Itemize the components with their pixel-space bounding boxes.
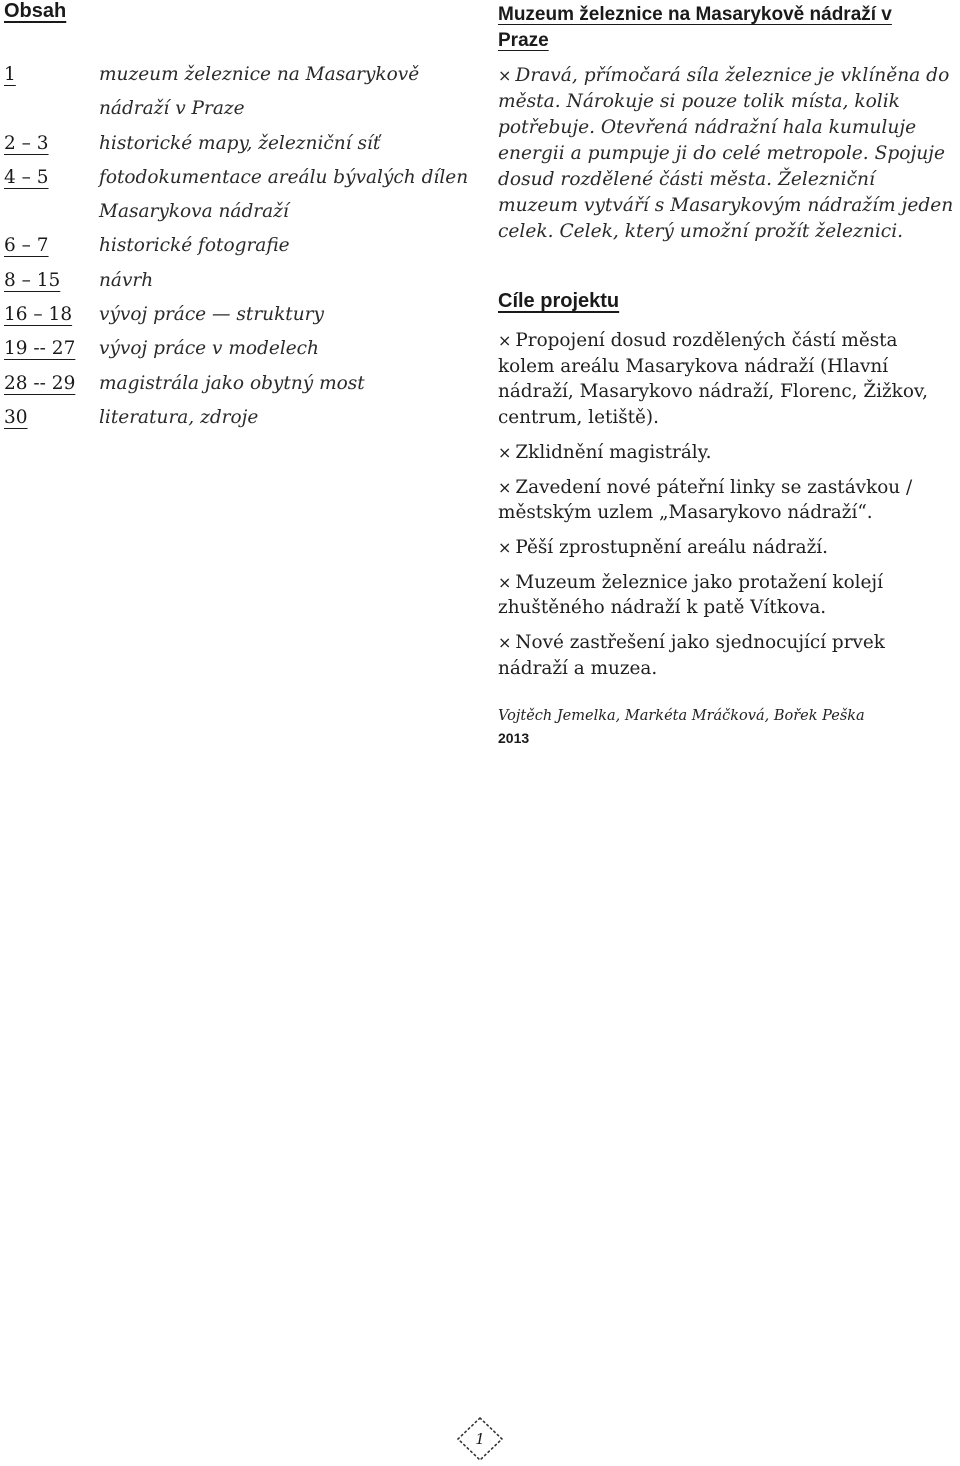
- goal-text: Pěší zprostupnění areálu nádraží.: [515, 536, 829, 558]
- toc-entry[interactable]: [4, 161, 474, 230]
- cross-bullet-icon: ×: [498, 633, 512, 653]
- goal-item: [498, 440, 958, 466]
- toc-entry-label: návrh: [99, 269, 154, 291]
- toc-page-number: 16 – 18: [4, 304, 73, 326]
- cross-bullet-icon: ×: [498, 442, 512, 462]
- goal-text: Muzeum železnice jako protažení kolejí zhuštěného nádraží k patě Vítkova.: [498, 571, 883, 619]
- toc-entry[interactable]: [4, 332, 474, 366]
- goal-item: [498, 475, 958, 526]
- toc-page-number: 1: [4, 64, 16, 85]
- toc-page-number: 30: [4, 406, 28, 428]
- toc-page-number: 4 – 5: [4, 166, 49, 188]
- article-title: Muzeum železnice na Masarykově nádraží v Praze: [498, 4, 892, 51]
- goal-item: [498, 535, 958, 561]
- toc-entry-label: muzeum železnice na Masarykově nádraží v Praze: [99, 64, 420, 120]
- goals-title: Cíle projektu: [498, 290, 620, 312]
- toc-entry[interactable]: [4, 264, 474, 298]
- toc-entry-label: vývoj práce — struktury: [99, 304, 324, 326]
- goal-item: [498, 630, 958, 681]
- page-number-badge: [456, 1416, 504, 1462]
- toc-entry-label: vývoj práce v modelech: [99, 338, 319, 360]
- goal-text: Nové zastřešení jako sjednocující prvek nádraží a muzea.: [498, 632, 885, 679]
- goal-item: [498, 570, 958, 621]
- toc-entry[interactable]: [4, 229, 474, 263]
- goal-text: Zklidnění magistrály.: [515, 441, 712, 463]
- toc-entry[interactable]: [4, 127, 474, 161]
- toc-list: [4, 58, 474, 435]
- toc-page-number: 8 – 15: [4, 269, 61, 291]
- toc-page-number: 19 -- 27: [4, 338, 76, 360]
- toc-entry-label: historické mapy, železniční síť: [99, 132, 381, 154]
- toc-entry-label: historické fotografie: [99, 235, 290, 257]
- authors: Vojtěch Jemelka, Markéta Mráčková, Bořek Peška: [498, 708, 865, 724]
- toc-page-number: 6 – 7: [4, 235, 49, 257]
- cross-bullet-icon: ×: [498, 477, 512, 497]
- toc-entry-label: magistrála jako obytný most: [99, 372, 365, 394]
- article-intro: [498, 63, 958, 245]
- toc-title: Obsah: [4, 0, 67, 22]
- goal-text: Propojení dosud rozdělených částí města kolem areálu Masarykova nádraží (Hlavní nádraží, Masarykovo nádraží, Florenc, Žižkov, centrum, letiště).: [498, 330, 928, 429]
- toc-entry[interactable]: [4, 58, 474, 127]
- goals-list: [498, 328, 958, 690]
- toc-page-number: 28 -- 29: [4, 372, 76, 394]
- cross-bullet-icon: ×: [498, 537, 512, 557]
- cross-bullet-icon: ×: [498, 66, 512, 85]
- toc-entry[interactable]: [4, 401, 474, 435]
- toc-entry-label: fotodokumentace areálu bývalých dílen Masarykova nádraží: [99, 166, 469, 223]
- toc-entry[interactable]: [4, 298, 474, 332]
- goal-item: [498, 328, 958, 431]
- cross-bullet-icon: ×: [498, 331, 512, 350]
- goal-text: Zavedení nové páteřní linky se zastávkou / městským uzlem „Masarykovo nádraží“.: [498, 476, 913, 524]
- cross-bullet-icon: ×: [498, 572, 512, 592]
- toc-entry-label: literatura, zdroje: [99, 406, 259, 428]
- year: 2013: [498, 730, 530, 746]
- toc-page-number: 2 – 3: [4, 132, 49, 154]
- page-number: 1: [475, 1430, 485, 1448]
- toc-entry[interactable]: [4, 367, 474, 401]
- intro-text: Dravá, přímočará síla železnice je vklíněna do města. Nárokuje si pouze tolik místa, kolik potřebuje. Otevřená nádražní hala kumuluje energii a pumpuje ji do celé metropole. Spojuje dosud rozdělené části města. Železniční muzeum vytváří s Masarykovým nádražím jeden celek. Celek, který umožní prožít železnici.: [498, 65, 954, 242]
